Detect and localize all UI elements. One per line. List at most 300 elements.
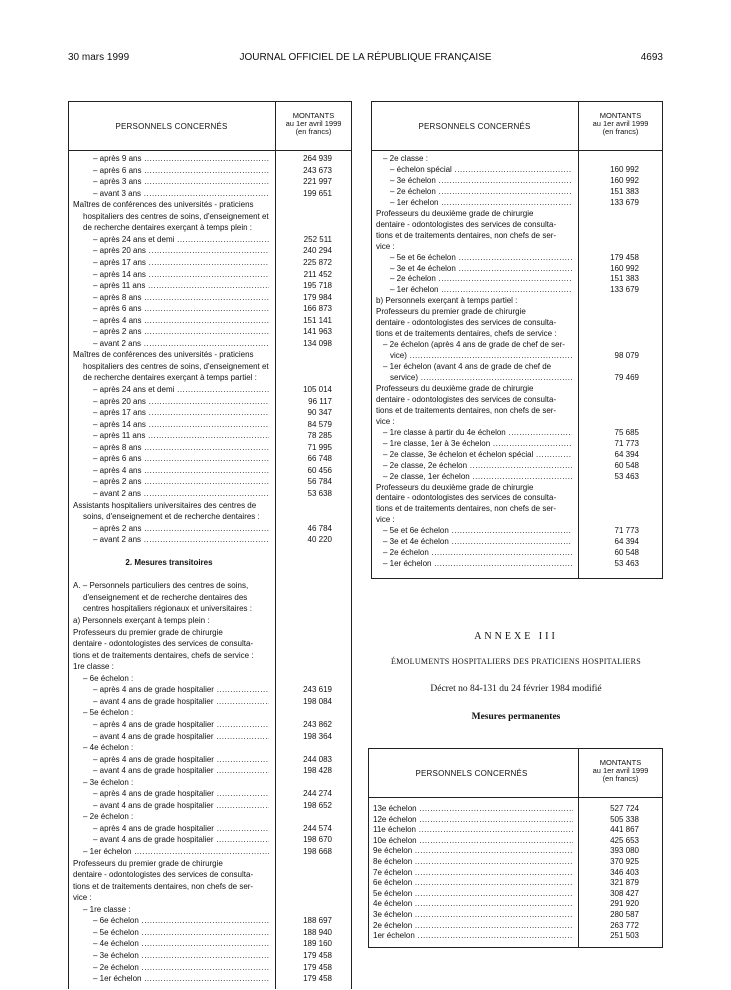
table-row bbox=[369, 878, 662, 888]
row-amount: 96 117 bbox=[308, 396, 332, 406]
row-label: – après 2 ans ..... bbox=[93, 477, 269, 487]
table-row bbox=[372, 483, 662, 493]
row-label: – 1er échelon ..... bbox=[83, 847, 269, 857]
table-row bbox=[372, 406, 662, 416]
row-label: 4e échelon ..... bbox=[373, 899, 573, 909]
table-row bbox=[369, 899, 662, 909]
row-amount: 151 383 bbox=[610, 186, 639, 196]
row-amount: 240 294 bbox=[303, 246, 332, 256]
header-journal: JOURNAL OFFICIEL DE LA RÉPUBLIQUE FRANÇAISE bbox=[239, 52, 492, 63]
table-row bbox=[372, 537, 662, 547]
row-amount: 393 080 bbox=[610, 846, 639, 856]
table-row bbox=[69, 316, 351, 326]
row-label: – 1re classe, 1er à 3e échelon ..... bbox=[383, 439, 572, 449]
table-row bbox=[69, 604, 351, 614]
table-row bbox=[69, 732, 351, 742]
table-row bbox=[372, 165, 662, 175]
row-label: 2e échelon ..... bbox=[373, 921, 573, 931]
row-label: vice : bbox=[73, 893, 92, 903]
table-row bbox=[69, 697, 351, 707]
row-amount: 244 083 bbox=[303, 754, 332, 764]
row-label: – échelon spécial ..... bbox=[390, 165, 572, 175]
row-amount: 199 651 bbox=[303, 188, 332, 198]
row-label: 6e échelon ..... bbox=[373, 878, 573, 888]
row-label: – avant 2 ans ..... bbox=[93, 535, 269, 545]
table-row bbox=[69, 882, 351, 892]
row-label: hospitaliers des centres de soins, d'enseignement et bbox=[83, 361, 269, 371]
row-amount: 225 872 bbox=[303, 257, 332, 267]
table-row bbox=[372, 329, 662, 339]
table-row bbox=[69, 431, 351, 441]
row-amount: 441 867 bbox=[610, 825, 639, 835]
row-label: – 1er échelon ..... bbox=[390, 198, 572, 208]
row-amount: 46 784 bbox=[307, 523, 332, 533]
row-label: – 1er échelon ..... bbox=[93, 974, 269, 984]
table-row bbox=[372, 450, 662, 460]
table-row bbox=[69, 847, 351, 857]
row-label: d'enseignement et de recherche dentaires des bbox=[83, 592, 248, 602]
row-label: – 5e échelon ..... bbox=[93, 928, 269, 938]
montants-line2: au 1er avril 1999 bbox=[285, 119, 342, 128]
annex-title: ANNEXE III bbox=[474, 631, 558, 642]
table-row bbox=[69, 166, 351, 176]
row-label: – après 4 ans de grade hospitalier ..... bbox=[93, 720, 269, 730]
table-row bbox=[372, 318, 662, 328]
table-row bbox=[372, 285, 662, 295]
table-row bbox=[369, 804, 662, 814]
table-row bbox=[369, 857, 662, 867]
table-row bbox=[369, 889, 662, 899]
table-row bbox=[69, 408, 351, 418]
row-amount: 134 098 bbox=[303, 338, 332, 348]
row-amount: 166 873 bbox=[303, 304, 332, 314]
table-row bbox=[69, 974, 351, 984]
row-label: 8e échelon ..... bbox=[373, 857, 573, 867]
row-label: – après 8 ans ..... bbox=[93, 293, 269, 303]
row-label: – 3e échelon ..... bbox=[390, 176, 572, 186]
table-row bbox=[372, 439, 662, 449]
row-amount: 78 285 bbox=[307, 431, 332, 441]
table-row bbox=[372, 417, 662, 427]
table-row bbox=[69, 963, 351, 973]
table-row bbox=[69, 789, 351, 799]
table-row bbox=[69, 270, 351, 280]
header-date: 30 mars 1999 bbox=[68, 52, 130, 63]
row-label: dentaire - odontologistes des services de consulta- bbox=[73, 870, 254, 880]
row-amount: 160 992 bbox=[610, 175, 639, 185]
row-label: – 5e échelon : bbox=[83, 708, 134, 718]
montants-line1: MONTANTS bbox=[599, 111, 642, 120]
table-row bbox=[69, 535, 351, 545]
row-amount: 151 141 bbox=[303, 315, 332, 325]
table-row bbox=[69, 916, 351, 926]
table-row bbox=[69, 616, 351, 626]
table-row bbox=[69, 939, 351, 949]
row-label: tions et de traitements dentaires, chefs de service : bbox=[73, 650, 254, 660]
row-amount: 195 718 bbox=[303, 281, 332, 291]
table-row bbox=[69, 951, 351, 961]
row-label: – après 11 ans ..... bbox=[93, 431, 269, 441]
row-label: tions et de traitements dentaires, non chefs de ser- bbox=[376, 504, 557, 514]
row-label: – 2e échelon ..... bbox=[93, 963, 269, 973]
table-row bbox=[372, 548, 662, 558]
row-amount: 71 773 bbox=[614, 526, 639, 536]
row-label: – 6e échelon ..... bbox=[93, 916, 269, 926]
annex-heading: Mesures permanentes bbox=[471, 712, 561, 722]
table-row bbox=[372, 176, 662, 186]
table-row bbox=[69, 893, 351, 903]
row-label: – 6e échelon : bbox=[83, 673, 134, 683]
row-amount: 98 079 bbox=[614, 351, 639, 361]
row-amount: 280 587 bbox=[610, 910, 639, 919]
row-label: vice : bbox=[376, 515, 395, 525]
row-label: – 1er échelon (avant 4 ans de grade de chef de bbox=[383, 362, 552, 372]
row-amount: 71 773 bbox=[614, 438, 639, 448]
table-row bbox=[372, 198, 662, 208]
row-amount: 133 679 bbox=[610, 285, 639, 295]
row-label: – avant 2 ans ..... bbox=[93, 489, 269, 499]
row-label: – après 17 ans ..... bbox=[93, 258, 269, 268]
row-label: – 1re classe : bbox=[83, 904, 131, 914]
row-label: – 3e et 4e échelon ..... bbox=[390, 264, 572, 274]
table-row bbox=[372, 526, 662, 536]
annex-subtitle: ÉMOLUMENTS HOSPITALIERS DES PRATICIENS HOSPITALIERS bbox=[390, 657, 642, 666]
montants-line1: MONTANTS bbox=[599, 758, 642, 767]
table-row bbox=[69, 397, 351, 407]
montants-line2: au 1er avril 1999 bbox=[592, 119, 649, 128]
row-amount: 189 160 bbox=[303, 939, 332, 949]
table-row bbox=[372, 253, 662, 263]
table-row bbox=[69, 466, 351, 476]
row-amount: 179 458 bbox=[303, 974, 332, 984]
column-header-personnels-annex: PERSONNELS CONCERNÉS bbox=[415, 769, 528, 778]
row-label: – après 8 ans ..... bbox=[93, 443, 269, 453]
row-amount: 263 772 bbox=[610, 920, 639, 930]
row-label: – 2e échelon ..... bbox=[383, 548, 572, 558]
row-amount: 291 920 bbox=[610, 899, 639, 909]
table-row bbox=[69, 489, 351, 499]
row-label: de recherche dentaires exerçant à temps partiel : bbox=[83, 373, 257, 383]
row-label: Professeurs du premier grade de chirurgie bbox=[73, 858, 223, 868]
row-label: – 5e et 6e échelon ..... bbox=[383, 526, 572, 536]
row-amount: 64 394 bbox=[614, 449, 639, 459]
table-row bbox=[69, 685, 351, 695]
row-label: – après 24 ans et demi ..... bbox=[93, 235, 269, 245]
row-amount: 198 428 bbox=[303, 766, 332, 776]
row-label: – après 11 ans ..... bbox=[93, 281, 269, 291]
row-amount: 243 673 bbox=[303, 165, 332, 175]
row-amount: 211 452 bbox=[303, 269, 332, 279]
row-label: – 4e échelon : bbox=[83, 743, 134, 753]
table-row bbox=[372, 515, 662, 525]
table-row bbox=[69, 177, 351, 187]
row-amount: 243 862 bbox=[303, 719, 332, 729]
table-row bbox=[69, 524, 351, 534]
table-row bbox=[69, 628, 351, 638]
row-amount: 160 992 bbox=[610, 263, 639, 273]
table-row bbox=[69, 235, 351, 245]
row-label: – 1er échelon ..... bbox=[390, 285, 572, 295]
row-label: – 2e échelon (après 4 ans de grade de chef de ser- bbox=[383, 340, 565, 350]
row-label: – 3e et 4e échelon ..... bbox=[383, 537, 572, 547]
row-label: b) Personnels exerçant à temps partiel : bbox=[376, 296, 518, 306]
table-row bbox=[372, 209, 662, 219]
row-amount: 56 784 bbox=[307, 477, 332, 487]
table-row bbox=[69, 558, 351, 568]
row-amount: 53 463 bbox=[614, 559, 639, 569]
row-label: centres hospitaliers régionaux et universitaires : bbox=[83, 604, 252, 614]
table-row bbox=[372, 264, 662, 274]
table-row bbox=[69, 281, 351, 291]
row-label: – après 6 ans ..... bbox=[93, 166, 269, 176]
table-row bbox=[369, 931, 662, 941]
row-label: 1re classe : bbox=[73, 662, 114, 672]
row-label: hospitaliers des centres de soins, d'enseignement et bbox=[83, 211, 269, 221]
table-row bbox=[69, 743, 351, 753]
row-label: – avant 4 ans de grade hospitalier ..... bbox=[93, 732, 269, 742]
row-amount: 198 670 bbox=[303, 835, 332, 845]
row-amount: 243 619 bbox=[303, 685, 332, 695]
row-label: tions et de traitements dentaires, non chefs de ser- bbox=[376, 230, 557, 240]
row-label: 13e échelon ..... bbox=[373, 804, 573, 814]
row-label: – après 4 ans ..... bbox=[93, 466, 269, 476]
row-label: – après 6 ans ..... bbox=[93, 304, 269, 314]
table-row bbox=[69, 304, 351, 314]
row-label: tions et de traitements dentaires, chefs de service : bbox=[376, 329, 557, 339]
row-amount: 66 748 bbox=[307, 454, 332, 464]
row-amount: 179 458 bbox=[303, 962, 332, 972]
row-label: – après 4 ans de grade hospitalier ..... bbox=[93, 755, 269, 765]
row-label: – après 4 ans de grade hospitalier ..... bbox=[93, 824, 269, 834]
row-amount: 198 364 bbox=[303, 731, 332, 741]
row-label: – après 14 ans ..... bbox=[93, 270, 269, 280]
table-row bbox=[69, 373, 351, 383]
table-row bbox=[372, 428, 662, 438]
table-row bbox=[369, 825, 662, 835]
row-label: dentaire - odontologistes des services de consulta- bbox=[376, 219, 557, 229]
row-label: – 2e classe : bbox=[383, 154, 428, 163]
row-label: – après 4 ans de grade hospitalier ..... bbox=[93, 685, 269, 695]
table-row bbox=[69, 339, 351, 349]
table-row bbox=[69, 651, 351, 661]
table-row bbox=[69, 581, 351, 591]
table-row bbox=[69, 593, 351, 603]
row-label: – après 20 ans ..... bbox=[93, 246, 269, 256]
annex-table bbox=[368, 748, 663, 948]
row-amount: 179 458 bbox=[610, 252, 639, 262]
row-label: 2. Mesures transitoires bbox=[125, 558, 213, 568]
table-row bbox=[372, 231, 662, 241]
row-label: – 1er échelon ..... bbox=[383, 559, 572, 569]
table-row bbox=[69, 801, 351, 811]
table-row bbox=[69, 154, 351, 164]
table-row bbox=[372, 384, 662, 394]
table-row bbox=[69, 223, 351, 233]
row-amount: 60 456 bbox=[307, 465, 332, 475]
row-label: – 2e classe, 1er échelon ..... bbox=[383, 472, 572, 482]
row-label: – avant 4 ans de grade hospitalier ..... bbox=[93, 766, 269, 776]
column-header-montants-right bbox=[579, 112, 662, 136]
table-row bbox=[369, 921, 662, 931]
column-header-montants bbox=[276, 112, 351, 136]
row-amount: 425 653 bbox=[610, 835, 639, 845]
row-amount: 198 084 bbox=[303, 696, 332, 706]
row-label: Professeurs du premier grade de chirurgie bbox=[376, 307, 526, 317]
table-row bbox=[69, 454, 351, 464]
row-amount: 370 925 bbox=[610, 857, 639, 866]
table-row bbox=[369, 868, 662, 878]
row-label: – après 24 ans et demi ..... bbox=[93, 385, 269, 395]
row-label: Professeurs du deuxième grade de chirurgie bbox=[376, 482, 534, 492]
row-label: tions et de traitements dentaires, non chefs de ser- bbox=[376, 405, 557, 415]
row-label: dentaire - odontologistes des services de consulta- bbox=[73, 639, 254, 649]
row-label: – 2e classe, 3e échelon et échelon spécial ..... bbox=[383, 450, 572, 460]
table-row bbox=[69, 835, 351, 845]
table-row bbox=[372, 395, 662, 405]
row-amount: 346 403 bbox=[610, 867, 639, 877]
row-label: – 2e classe, 2e échelon ..... bbox=[383, 461, 572, 471]
table-row bbox=[69, 812, 351, 822]
table-row bbox=[372, 351, 662, 361]
row-label: – 2e échelon ..... bbox=[390, 187, 572, 197]
row-label: – après 9 ans ..... bbox=[93, 154, 269, 164]
row-amount: 527 724 bbox=[610, 804, 639, 813]
row-label: – après 6 ans ..... bbox=[93, 454, 269, 464]
row-amount: 53 638 bbox=[307, 488, 332, 498]
row-amount: 84 579 bbox=[307, 419, 332, 429]
table-row bbox=[69, 477, 351, 487]
row-amount: 133 679 bbox=[610, 197, 639, 207]
row-label: A. – Personnels particuliers des centres de soins, bbox=[73, 581, 249, 591]
table-row bbox=[69, 327, 351, 337]
row-label: – après 2 ans ..... bbox=[93, 524, 269, 534]
row-label: 10e échelon ..... bbox=[373, 836, 573, 846]
montants-line3: (en francs) bbox=[602, 127, 639, 136]
table-row bbox=[69, 870, 351, 880]
row-label: 12e échelon ..... bbox=[373, 815, 573, 825]
row-amount: 60 548 bbox=[614, 460, 639, 470]
row-label: service) ..... bbox=[390, 373, 572, 383]
table-row bbox=[69, 350, 351, 360]
table-row bbox=[69, 212, 351, 222]
table-row bbox=[372, 493, 662, 503]
table-row bbox=[69, 443, 351, 453]
column-header-personnels: PERSONNELS CONCERNÉS bbox=[115, 122, 228, 131]
right-table bbox=[371, 101, 663, 579]
montants-line1: MONTANTS bbox=[292, 111, 335, 120]
annex-table-header bbox=[369, 749, 662, 798]
table-row bbox=[372, 340, 662, 350]
montants-line2: au 1er avril 1999 bbox=[592, 766, 649, 775]
row-label: – après 20 ans ..... bbox=[93, 397, 269, 407]
row-label: de recherche dentaires exerçant à temps plein : bbox=[83, 223, 252, 233]
row-label: 11e échelon ..... bbox=[373, 825, 573, 835]
table-row bbox=[372, 373, 662, 383]
right-table-header bbox=[372, 102, 662, 151]
table-row bbox=[69, 293, 351, 303]
table-row bbox=[372, 307, 662, 317]
table-row bbox=[69, 246, 351, 256]
row-label: – 1re classe à partir du 4e échelon ..... bbox=[383, 428, 572, 438]
table-row bbox=[372, 472, 662, 482]
row-amount: 251 503 bbox=[610, 931, 639, 941]
table-row bbox=[372, 242, 662, 252]
table-row bbox=[69, 420, 351, 430]
table-row bbox=[369, 836, 662, 846]
row-label: Professeurs du premier grade de chirurgie bbox=[73, 627, 223, 637]
left-table bbox=[68, 101, 352, 989]
table-row bbox=[69, 662, 351, 672]
row-amount: 244 274 bbox=[303, 789, 332, 799]
annex-decree: Décret no 84-131 du 24 février 1984 modifié bbox=[430, 684, 602, 694]
row-label: Maîtres de conférences des universités - praticiens bbox=[73, 350, 254, 360]
row-label: – avant 4 ans de grade hospitalier ..... bbox=[93, 801, 269, 811]
table-row bbox=[372, 220, 662, 230]
left-table-header bbox=[69, 102, 351, 151]
row-amount: 188 940 bbox=[303, 927, 332, 937]
table-row bbox=[69, 501, 351, 511]
table-row bbox=[69, 258, 351, 268]
table-row bbox=[372, 187, 662, 197]
row-amount: 64 394 bbox=[614, 537, 639, 547]
row-amount: 252 511 bbox=[303, 234, 332, 244]
table-row bbox=[369, 846, 662, 856]
row-amount: 40 220 bbox=[307, 535, 332, 545]
row-label: Professeurs du deuxième grade de chirurgie bbox=[376, 208, 534, 218]
row-label: – après 14 ans ..... bbox=[93, 420, 269, 430]
montants-line3: (en francs) bbox=[295, 127, 332, 136]
row-label: dentaire - odontologistes des services de consulta- bbox=[376, 493, 557, 503]
table-row bbox=[369, 815, 662, 825]
table-row bbox=[69, 570, 351, 580]
row-amount: 60 548 bbox=[614, 548, 639, 558]
column-header-personnels-right: PERSONNELS CONCERNÉS bbox=[418, 122, 531, 131]
row-label: – 3e échelon ..... bbox=[93, 951, 269, 961]
row-label: soins, d'enseignement et de recherche dentaires : bbox=[83, 512, 260, 522]
header-page-number: 4693 bbox=[640, 52, 663, 63]
row-label: Maîtres de conférences des universités - praticiens bbox=[73, 200, 254, 210]
table-row bbox=[69, 824, 351, 834]
row-amount: 79 469 bbox=[614, 373, 639, 382]
row-label: – 5e et 6e échelon ..... bbox=[390, 253, 572, 263]
row-amount: 179 458 bbox=[303, 950, 332, 960]
table-row bbox=[69, 859, 351, 869]
table-row bbox=[69, 362, 351, 372]
table-row bbox=[69, 674, 351, 684]
row-amount: 188 697 bbox=[303, 916, 332, 926]
table-row bbox=[372, 461, 662, 471]
row-label: – après 3 ans ..... bbox=[93, 177, 269, 187]
row-label: tions et de traitements dentaires, non chefs de ser- bbox=[73, 881, 254, 891]
row-label: 3e échelon ..... bbox=[373, 910, 573, 920]
table-row bbox=[69, 778, 351, 788]
row-amount: 198 668 bbox=[303, 847, 332, 856]
row-amount: 198 652 bbox=[303, 800, 332, 810]
column-header-montants-annex bbox=[579, 759, 662, 783]
row-amount: 71 995 bbox=[307, 442, 332, 452]
table-row bbox=[69, 200, 351, 210]
table-row bbox=[69, 755, 351, 765]
row-amount: 75 685 bbox=[614, 427, 639, 437]
row-amount: 90 347 bbox=[307, 408, 332, 418]
row-label: vice : bbox=[376, 416, 395, 426]
row-amount: 179 984 bbox=[303, 292, 332, 302]
row-label: – 4e échelon ..... bbox=[93, 939, 269, 949]
table-row bbox=[369, 910, 662, 920]
row-label: 9e échelon ..... bbox=[373, 846, 573, 856]
row-label: dentaire - odontologistes des services de consulta- bbox=[376, 394, 557, 404]
table-row bbox=[69, 189, 351, 199]
